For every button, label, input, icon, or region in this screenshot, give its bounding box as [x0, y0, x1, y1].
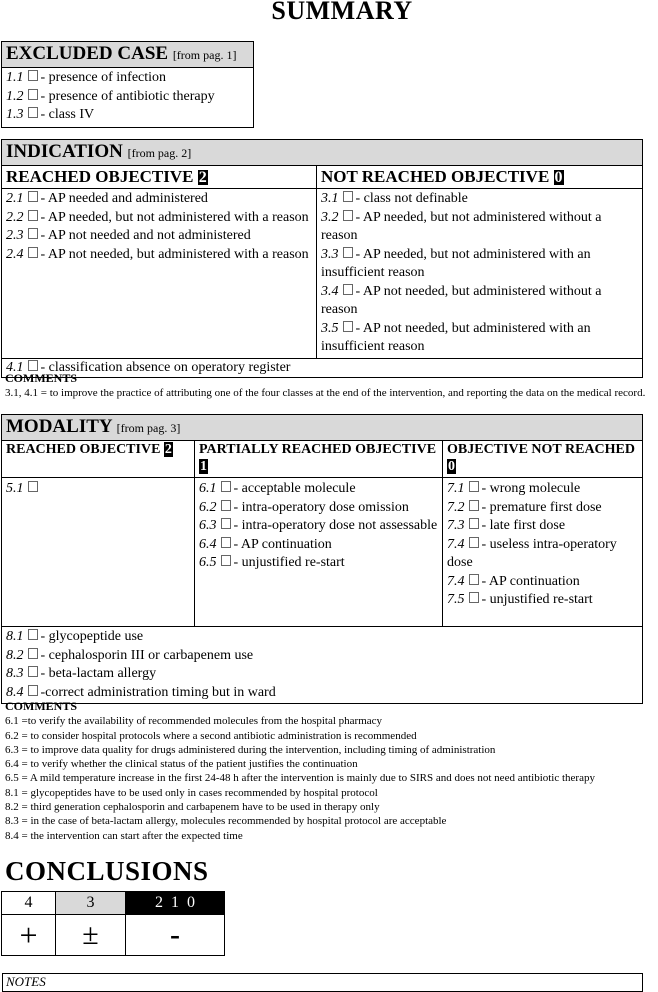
checkbox[interactable]	[28, 247, 38, 258]
indication-item[interactable]	[321, 320, 638, 357]
checkbox[interactable]	[28, 685, 38, 696]
modality-item[interactable]	[199, 480, 438, 499]
not-reached-items	[317, 189, 643, 359]
item-num: 7.1	[447, 481, 465, 496]
comment-line: 6.2 = to consider hospital protocols where a second antibiotic administration is recommended	[5, 729, 417, 742]
item-num: 8.1	[6, 629, 24, 644]
indication-heading: INDICATION	[6, 141, 123, 162]
checkbox[interactable]	[469, 574, 479, 585]
indication-item[interactable]	[321, 190, 638, 209]
comment-line: 8.3 = in the case of beta-lactam allergy, molecules recommended by hospital protocol are acceptable	[5, 815, 447, 828]
plus-symbol: +	[2, 915, 56, 956]
excluded-item[interactable]	[6, 88, 249, 107]
mod-not-reached-items	[443, 478, 643, 627]
item-text: - late first dose	[481, 518, 566, 533]
modality-item[interactable]	[447, 536, 638, 573]
item-text: - classification absence on operatory register	[40, 359, 291, 375]
item-num: 1.3	[6, 107, 24, 122]
conclusions-table	[1, 891, 225, 956]
item-text: - useless intra-operatory dose	[447, 536, 617, 570]
notes-label: NOTES	[6, 974, 46, 989]
mod-reached-header	[2, 441, 195, 478]
checkbox[interactable]	[469, 537, 479, 548]
comment-line: 8.1 = glycopeptides have to be used only in cases recommended by hospital protocol	[5, 786, 378, 799]
checkbox[interactable]	[221, 500, 231, 511]
checkbox[interactable]	[28, 629, 38, 640]
item-num: 2.2	[6, 209, 24, 225]
checkbox[interactable]	[221, 481, 231, 492]
checkbox[interactable]	[469, 481, 479, 492]
item-num: 4.1	[6, 359, 24, 375]
comment-line: 8.2 = third generation cephalosporin and carbapenem have to be used in therapy only	[5, 801, 380, 814]
minus-symbol: -	[126, 915, 225, 956]
checkbox[interactable]	[469, 518, 479, 529]
page-title: SUMMARY	[271, 0, 413, 25]
checkbox[interactable]	[469, 592, 479, 603]
score-4[interactable]: 4	[2, 892, 56, 915]
modality-item[interactable]	[447, 480, 638, 499]
col-heading: REACHED OBJECTIVE	[6, 442, 161, 457]
modality-item[interactable]	[6, 628, 638, 647]
item-num: 8.4	[6, 684, 24, 700]
col-heading: PARTIALLY REACHED OBJECTIVE	[199, 442, 437, 457]
item-text: -correct administration timing but in ward	[40, 684, 276, 700]
checkbox[interactable]	[221, 555, 231, 566]
checkbox[interactable]	[221, 537, 231, 548]
item-text: - beta-lactam allergy	[40, 666, 157, 681]
item-text: - AP not needed, but administered with an insufficient reason	[321, 320, 591, 354]
checkbox[interactable]	[343, 284, 353, 295]
modality-extra-row	[2, 627, 643, 704]
item-text: - intra-operatory dose not assessable	[233, 518, 438, 533]
excluded-ref: [from pag. 1]	[172, 48, 237, 62]
item-num: 7.2	[447, 499, 465, 515]
modality-item[interactable]	[6, 480, 190, 499]
modality-item[interactable]	[199, 517, 438, 536]
item-num: 7.3	[447, 518, 465, 533]
modality-item[interactable]	[447, 499, 638, 518]
mod-partial-header	[195, 441, 443, 478]
item-num: 5.1	[6, 481, 24, 496]
indication-item[interactable]	[6, 190, 312, 209]
score-badge: 0	[448, 459, 455, 474]
item-num: 1.1	[6, 70, 24, 85]
checkbox[interactable]	[28, 107, 38, 118]
item-num: 8.3	[6, 666, 24, 681]
score-badge: 1	[200, 459, 207, 474]
indication-comments	[5, 371, 658, 401]
item-text: - glycopeptide use	[40, 629, 144, 644]
excluded-case-table	[1, 41, 254, 128]
item-num: 3.4	[321, 283, 339, 299]
indication-item[interactable]	[321, 283, 638, 320]
modality-item[interactable]	[6, 665, 638, 684]
excluded-heading: EXCLUDED CASE	[6, 43, 169, 64]
reached-objective-header	[2, 166, 317, 189]
comment-line: 3.1, 4.1 = to improve the practice of attributing one of the four classes at the end of the intervention, and reporting the data on the medical record.	[5, 387, 646, 400]
item-text: - intra-operatory dose omission	[233, 499, 409, 515]
col-heading: OBJECTIVE NOT REACHED	[447, 442, 636, 457]
modality-ref: [from pag. 3]	[116, 421, 181, 435]
indication-item[interactable]	[6, 227, 312, 246]
item-num: 7.5	[447, 592, 465, 607]
modality-item[interactable]	[447, 517, 638, 536]
modality-heading: MODALITY	[6, 416, 112, 437]
score-badge: 0	[554, 169, 563, 186]
modality-header	[2, 415, 643, 441]
item-text: - AP continuation	[233, 536, 332, 552]
item-num: 6.4	[199, 536, 217, 552]
checkbox[interactable]	[343, 191, 353, 202]
checkbox[interactable]	[221, 518, 231, 529]
item-num: 1.2	[6, 88, 24, 104]
comment-line: 6.3 = to improve data quality for drugs administered during the intervention, including timing of administration	[5, 743, 496, 756]
modality-item[interactable]	[199, 536, 438, 555]
mod-reached-items	[2, 478, 195, 627]
item-text: - AP not needed and not administered	[40, 228, 251, 243]
item-text: - AP needed, but not administered with an insufficient reason	[321, 246, 591, 280]
indication-item[interactable]	[6, 209, 312, 228]
checkbox[interactable]	[28, 666, 38, 677]
checkbox[interactable]	[343, 210, 353, 221]
item-num: 2.1	[6, 191, 24, 206]
item-num: 7.4	[447, 536, 465, 552]
item-num: 3.2	[321, 209, 339, 225]
col-heading: REACHED OBJECTIVE	[6, 167, 194, 186]
checkbox[interactable]	[28, 210, 38, 221]
item-num: 6.1	[199, 481, 217, 496]
item-num: 3.1	[321, 191, 339, 206]
col-heading: NOT REACHED OBJECTIVE	[321, 167, 550, 186]
mod-not-reached-header	[443, 441, 643, 478]
item-text: - AP continuation	[481, 573, 580, 589]
excluded-item[interactable]	[6, 69, 249, 88]
mod-partial-items	[195, 478, 443, 627]
item-text: - unjustified re-start	[481, 592, 593, 607]
indication-table	[1, 139, 643, 378]
item-text: - AP needed, but not administered with a reason	[40, 209, 309, 225]
score-2-1-0[interactable]: 2 1 0	[126, 892, 225, 915]
indication-header	[2, 140, 643, 166]
excluded-item[interactable]	[6, 106, 249, 125]
score-3[interactable]: 3	[56, 892, 126, 915]
indication-ref: [from pag. 2]	[127, 146, 192, 160]
indication-item[interactable]	[6, 246, 312, 265]
item-text: - presence of antibiotic therapy	[40, 88, 215, 104]
item-text: - presence of infection	[40, 70, 167, 85]
excluded-items	[2, 68, 254, 128]
checkbox[interactable]	[28, 481, 38, 492]
score-badge: 2	[198, 169, 207, 186]
checkbox[interactable]	[28, 191, 38, 202]
item-num: 7.4	[447, 573, 465, 589]
item-text: - unjustified re-start	[233, 555, 345, 570]
comment-line: 6.1 =to verify the availability of recommended molecules from the hospital pharmacy	[5, 715, 383, 728]
item-num: 2.3	[6, 228, 24, 243]
item-text: - AP needed and administered	[40, 191, 208, 206]
modality-item[interactable]	[199, 499, 438, 518]
checkbox[interactable]	[469, 500, 479, 511]
item-num: 2.4	[6, 246, 24, 262]
item-num: 6.2	[199, 499, 217, 515]
item-num: 3.3	[321, 246, 339, 262]
comment-line: 6.5 = A mild temperature increase in the first 24-48 h after the intervention is mainly due to SIRS and does not need antibiotic therapy	[5, 772, 595, 785]
checkbox[interactable]	[28, 648, 38, 659]
item-text: - AP not needed, but administered with a reason	[40, 246, 309, 262]
reached-items	[2, 189, 317, 359]
indication-item[interactable]	[321, 209, 638, 246]
modality-comments	[5, 699, 658, 843]
notes-box[interactable]	[2, 973, 643, 992]
item-text: - class IV	[40, 107, 95, 122]
item-num: 6.3	[199, 518, 217, 533]
item-num: 8.2	[6, 647, 24, 663]
item-text: - acceptable molecule	[233, 481, 356, 496]
checkbox[interactable]	[343, 247, 353, 258]
score-badge: 2	[164, 442, 172, 457]
not-reached-objective-header	[317, 166, 643, 189]
modality-item[interactable]	[199, 554, 438, 573]
item-text: - class not definable	[355, 191, 468, 206]
comments-heading: COMMENTS	[5, 371, 77, 385]
item-text: - AP needed, but not administered without a reason	[321, 209, 602, 243]
checkbox[interactable]	[28, 70, 38, 81]
item-num: 3.5	[321, 320, 339, 336]
checkbox[interactable]	[343, 321, 353, 332]
item-text: - cephalosporin III or carbapenem use	[40, 647, 254, 663]
item-text: - wrong molecule	[481, 481, 581, 496]
item-num: 6.5	[199, 555, 217, 570]
modality-table	[1, 414, 643, 704]
checkbox[interactable]	[28, 89, 38, 100]
excluded-case-header	[2, 42, 254, 68]
modality-item[interactable]	[447, 591, 638, 610]
checkbox[interactable]	[28, 360, 38, 371]
indication-item[interactable]	[321, 246, 638, 283]
checkbox[interactable]	[28, 228, 38, 239]
comment-line: 6.4 = to verify whether the clinical status of the patient justifies the continuation	[5, 758, 358, 771]
item-text: - AP not needed, but administered without a reason	[321, 283, 602, 317]
modality-item[interactable]	[6, 647, 638, 666]
plus-minus-symbol: ±	[56, 915, 126, 956]
modality-item[interactable]	[447, 573, 638, 592]
comment-line: 8.4 = the intervention can start after the expected time	[5, 829, 243, 842]
comments-heading: COMMENTS	[5, 699, 77, 713]
item-text: - premature first dose	[481, 499, 602, 515]
conclusions-heading: CONCLUSIONS	[5, 856, 209, 886]
